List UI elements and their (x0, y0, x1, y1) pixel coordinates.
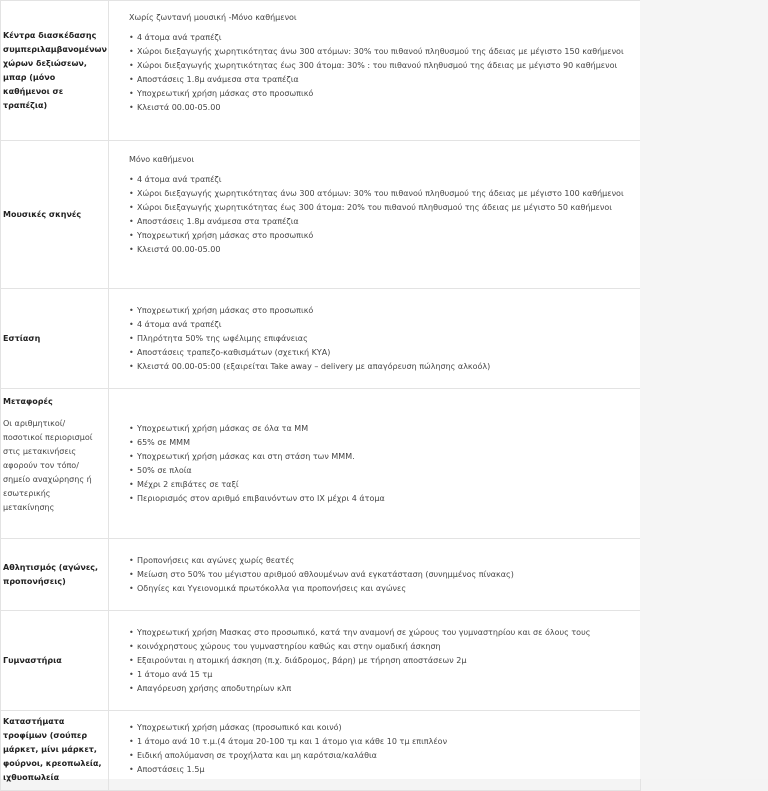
measures-cell (109, 611, 641, 711)
measures-list (129, 31, 640, 115)
list-item: • Υποχρεωτική χρήση μάσκας (προσωπικό και κοινό) (137, 721, 640, 735)
row-lead-text: Χωρίς ζωντανή μουσική -Μόνο καθήμενοι (129, 13, 297, 22)
list-item: • Μέχρι 2 επιβάτες σε ταξί (137, 478, 640, 492)
list-item: • Υποχρεωτική χρήση Μασκας στο προσωπικό, κατά την αναμονή σε χώρους του γυμναστηρίου και σε όλους τους (137, 626, 640, 640)
list-item: • Αποστάσεις 1.8μ ανάμεσα στα τραπέζια (137, 215, 640, 229)
table-row (1, 389, 641, 539)
table-row (1, 539, 641, 611)
category-cell (1, 611, 109, 711)
category-cell (1, 289, 109, 389)
category-cell (1, 539, 109, 611)
measures-list (129, 422, 640, 506)
list-item: • 1 άτομο ανά 10 τ.μ.(4 άτομα 20-100 τμ και 1 άτομο για κάθε 10 τμ επιπλέον (137, 735, 640, 749)
list-item: • 4 άτομα ανά τραπέζι (137, 318, 640, 332)
list-item: • Οδηγίες και Υγειονομικά πρωτόκολλα για προπονήσεις και αγώνες (137, 582, 640, 596)
list-item: • Υποχρεωτική χρήση μάσκας σε όλα τα ΜΜ (137, 422, 640, 436)
list-item: • Ειδική απολύμανση σε τροχήλατα και μη καρότσια/καλάθια (137, 749, 640, 763)
list-item: • Χώροι διεξαγωγής χωρητικότητας έως 300 άτομα: 30% : του πιθανού πληθυσμού της άδειας με μέγιστο 90 καθήμενοι (137, 59, 640, 73)
list-item: • Αποστάσεις 1.8μ ανάμεσα στα τραπέζια (137, 73, 640, 87)
measures-cell (109, 1, 641, 141)
table-row (1, 611, 641, 711)
list-item: • Υποχρεωτική χρήση μάσκας στο προσωπικό (137, 229, 640, 243)
list-item: • Προπονήσεις και αγώνες χωρίς θεατές (137, 554, 640, 568)
list-item-continuation: • κοινόχρηστους χώρους του γυμναστηρίου καθώς και στην ομαδική άσκηση (137, 640, 640, 654)
list-item: • Πληρότητα 50% της ωφέλιμης επιφάνειας (137, 332, 640, 346)
measures-list (129, 554, 640, 596)
list-item: • 65% σε ΜΜΜ (137, 436, 640, 450)
page-margin (640, 0, 768, 779)
list-item: • Υποχρεωτική χρήση μάσκας και στη στάση των ΜΜΜ. (137, 450, 640, 464)
list-item: • Χώροι διεξαγωγής χωρητικότητας άνω 300 ατόμων: 30% του πιθανού πληθυσμού της άδειας με μέγιστο 150 καθήμενοι (137, 45, 640, 59)
measures-cell (109, 389, 641, 539)
measures-list (129, 304, 640, 374)
list-item: • 1 άτομο ανά 15 τμ (137, 668, 640, 682)
category-label: Μουσικές σκηνές (3, 209, 82, 219)
list-item: • Αποστάσεις 1.5μ (137, 763, 640, 777)
row-lead-text: Μόνο καθήμενοι (129, 155, 195, 164)
table-row (1, 1, 641, 141)
list-item: • 50% σε πλοία (137, 464, 640, 478)
list-item: • Μείωση στο 50% του μέγιστου αριθμού αθλουμένων ανά εγκατάσταση (συνημμένος πίνακας) (137, 568, 640, 582)
category-cell (1, 141, 109, 289)
list-item: • Αποστάσεις τραπεζο-καθισμάτων (σχετική ΚΥΑ) (137, 346, 640, 360)
measures-cell (109, 141, 641, 289)
category-label: Εστίαση (3, 333, 41, 343)
list-item: • Κλειστά 00.00-05.00 (137, 101, 640, 115)
list-item: • Κλειστά 00.00-05:00 (εξαιρείται Take away – delivery με απαγόρευση πώλησης αλκοόλ) (137, 360, 640, 374)
list-item: • 4 άτομα ανά τραπέζι (137, 173, 640, 187)
measures-cell (109, 539, 641, 611)
list-item: • Υποχρεωτική χρήση μάσκας στο προσωπικό (137, 304, 640, 318)
category-label: Καταστήματα τροφίμων (σούπερ μάρκετ, μίνι μάρκετ, φούρνοι, κρεοπωλεία, ιχθυοπωλεία (3, 717, 102, 782)
category-note: Οι αριθμητικοί/ποσοτικοί περιορισμοί στις μετακινήσεις αφορούν τον τόπο/σημείο αναχώρησης ή εσωτερικής μετακίνησης (3, 419, 93, 512)
category-label: Γυμναστήρια (3, 655, 62, 665)
measures-list (129, 173, 640, 257)
measures-cell (109, 289, 641, 389)
list-item: • Απαγόρευση χρήσης αποδυτηρίων κλπ (137, 682, 640, 696)
category-label: Κέντρα διασκέδασης συμπεριλαμβανομένων χώρων δεξιώσεων, μπαρ (μόνο καθήμενοι σε τραπέζια) (3, 30, 107, 110)
table-row (1, 289, 641, 389)
list-item: • Υποχρεωτική χρήση μάσκας στο προσωπικό (137, 87, 640, 101)
list-item: • Χώροι διεξαγωγής χωρητικότητας άνω 300 ατόμων: 30% του πιθανού πληθυσμού της άδειας με μέγιστο 100 καθήμενοι (137, 187, 640, 201)
table-row (1, 141, 641, 289)
category-label: Αθλητισμός (αγώνες, προπονήσεις) (3, 562, 99, 586)
list-item: • 4 άτομα ανά τραπέζι (137, 31, 640, 45)
category-cell (1, 389, 109, 539)
measures-list (129, 721, 640, 777)
list-item: • Περιορισμός στον αριθμό επιβαινόντων στο ΙΧ μέχρι 4 άτομα (137, 492, 640, 506)
category-cell (1, 1, 109, 141)
list-item: • Εξαιρούνται η ατομική άσκηση (π.χ. διάδρομος, βάρη) με τήρηση αποστάσεων 2μ (137, 654, 640, 668)
list-item: • Χώροι διεξαγωγής χωρητικότητας έως 300 άτομα: 20% του πιθανού πληθυσμού της άδειας με μέγιστο 50 καθήμενοι (137, 201, 640, 215)
list-item: • Κλειστά 00.00-05.00 (137, 243, 640, 257)
category-label: Μεταφορές (3, 397, 53, 406)
measures-list (129, 626, 640, 696)
